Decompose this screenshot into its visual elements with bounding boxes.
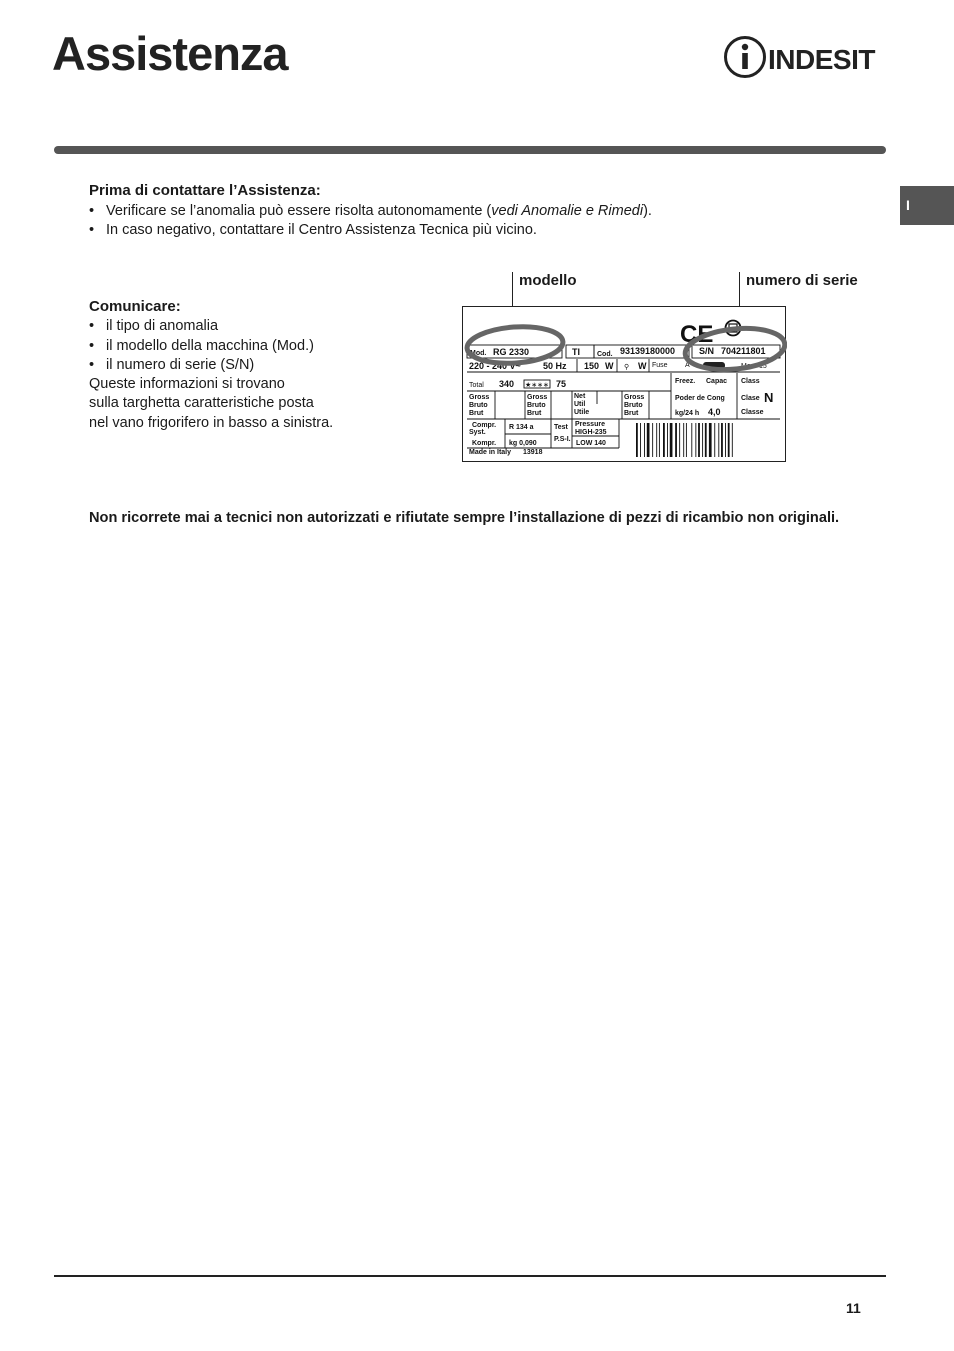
serial-value: 704211801 [721,346,766,356]
location-line: sulla targhetta caratteristiche posta [89,395,314,412]
cod-label: Cod. [597,351,613,358]
footer-divider [54,1275,886,1277]
kompr-label: Kompr. [472,440,497,447]
kg24-label: kg/24 h [675,410,700,417]
total-label: Total [469,382,484,389]
capac-label: Capac [706,378,728,385]
voltage-value: 220 - 240 V~ [469,361,521,371]
communicate-list [89,317,314,376]
freezing-capacity-value: 4,0 [708,407,721,417]
gross-label: Brut [624,410,639,417]
brand-wordmark: INDESIT [768,44,875,75]
sn-label: S/N [699,346,715,356]
clase-label: Clase [741,395,760,402]
pressure-label: Pressure [575,421,605,428]
location-note [89,375,333,433]
before-contact-heading: Prima di contattare l’Assistenza: [89,182,321,199]
refrigerant-value: R 134 a [509,424,534,431]
warning-note: Non ricorrete mai a tecnici non autorizzati e rifiutate sempre l’installazione di pezzi di ricambio non originali. [89,510,840,526]
list-item: • In caso negativo, contattare il Centro Assistenza Tecnica più vicino. [89,221,652,240]
gross-label: Bruto [624,402,643,409]
poder-label: Poder de Cong [675,395,725,402]
power-value: 150 [584,361,600,371]
language-tab [900,186,954,225]
net-label: Utile [574,409,590,416]
climate-class-value: N [764,390,774,405]
pressure-high-value: HIGH-235 [575,429,607,436]
lamp-icon: ⚲ [624,364,630,371]
page-title: Assistenza [52,27,288,80]
gross-label: Gross [624,394,645,401]
header-divider [54,146,886,154]
mod-label: Mod. [470,350,487,357]
power-unit: W [605,361,614,371]
max-value: 15 [759,363,767,370]
gross-label: Brut [527,410,542,417]
gross-label: Gross [527,394,548,401]
max-label: Max [741,363,755,370]
amp-label: A [685,362,690,369]
ti-label: TI [572,347,580,357]
frequency-value: 50 Hz [543,361,567,371]
indesit-logo [724,34,888,80]
barcode-icon [636,423,733,457]
net-label: Net [574,393,586,400]
page-number: 11 [846,1300,861,1316]
cod-value: 93139180000 [620,346,676,356]
classe-label: Classe [741,409,764,416]
fuse-label: Fuse [652,362,668,369]
freez-label: Freez. [675,378,696,385]
before-contact-list [89,202,652,240]
pressure-low-value: LOW 140 [576,440,606,447]
lamp-unit: W [638,361,647,371]
compr-label: Compr. [472,422,497,429]
cross-reference: vedi Anomalie e Rimedi [491,203,644,219]
charge-value: kg 0,090 [509,440,537,447]
ce-mark-icon: CE [680,321,714,348]
location-line: nel vano frigorifero in basso a sinistra. [89,414,334,431]
list-item: • il numero di serie (S/N) [89,356,314,376]
gross-label: Brut [469,410,484,417]
gross-label: Bruto [469,402,488,409]
total-value: 340 [499,379,515,389]
list-item-text: Verificare se l’anomalia può essere risolta autonomamente ( [106,203,492,219]
compr-label: Syst. [469,429,486,436]
language-tab-label: I [906,197,910,213]
test-label: Test [554,424,568,431]
list-item [89,202,652,221]
class-label: Class [741,378,760,385]
gross-label: Bruto [527,402,546,409]
made-in-label: Made in Italy [469,449,512,456]
callout-model: modello [519,272,577,289]
net-label: Util [574,401,586,408]
location-line: Queste informazioni si trovano [89,376,285,392]
made-code-value: 13918 [523,449,543,456]
rating-plate [462,306,786,462]
list-item: • il modello della macchina (Mod.) [89,337,314,357]
psi-label: P.S-I. [554,436,571,443]
gross-label: Gross [469,394,490,401]
callout-serial: numero di serie [746,272,858,289]
model-value: RG 2330 [493,347,530,357]
list-item: • il tipo di anomalia [89,317,314,337]
communicate-heading: Comunicare: [89,298,181,315]
stars-value: 75 [556,379,567,389]
list-item-text: ). [643,203,652,219]
freezer-stars-icon: ★∗∗∗ [525,382,549,389]
